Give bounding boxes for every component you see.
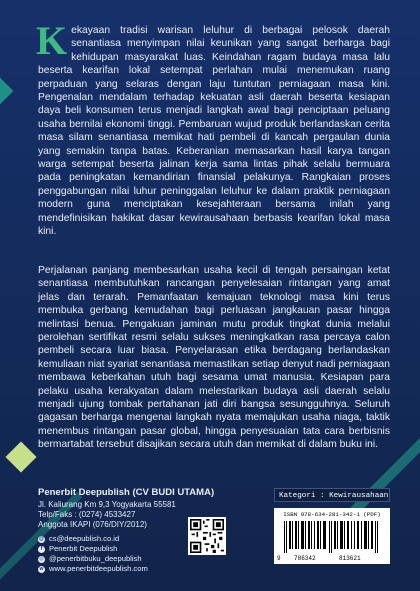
synopsis-paragraph-2: Perjalanan panjang membesarkan usaha kecil di tengah persaingan ketat senantiasa membutuhkan rancangan penyelesaian rintangan yang amat jelas dan terarah. Pemanfaatan kemajuan teknologi masa kini terus membuka gerbang kemudahan bagi perluasan jangkauan pasar hingga melintasi benua. Pengakuan jaminan mutu produk tingkat dunia melalui perolehan sertifikat resmi selalu sukses meningkatkan rasa percaya calon pembeli secara luar biasa. Penyelarasan etika berdagang berlandaskan kemuliaan niat syariat senantiasa memastikan setiap denyut nadi perniagaan membawa keberkahan utuh bagi sesama umat manusia. Kesiapan para pelaku usaha kerakyatan dalam melestarikan budaya asli daerah selalu menjadi ujung tombak pertahanan jati diri bangsa sesungguhnya. Seluruh gagasan berharga mengenai langkah nyata memajukan usaha niaga, taktik menembus rintangan pasar global, hingga penyesuaian tata cara berbisnis bermartabat tersebut disajikan secara utuh dan memikat di dalam buku ini.	[38, 265, 390, 451]
decorative-square	[0, 73, 13, 110]
web-icon: w	[39, 565, 44, 572]
decorative-square	[5, 441, 36, 472]
paragraph-1-text: ekayaan tradisi warisan leluhur di berbagai pelosok daerah senantiasa menyimpan nilai keunikan yang sangat berharga bagi kehidupan masyarakat luas. Keindahan ragam budaya masa lalu beserta kearifan lokal setempat perlahan mulai menemukan ruang perpaduan yang selaras dengan laju tuntutan perniagaan masa kini. Pengenalan mendalam terhadap kekuatan asli daerah beserta kesiapan daya beli konsumen terus menjadi langkah awal bagi penciptaan peluang usaha bernilai ekonomi tinggi. Pembaruan wujud produk berlandaskan cerita masa silam senantiasa memikat hati pembeli di kancah pergaulan dunia yang semakin tanpa batas. Keberanian memasarkan hasil karya tangan warga setempat beserta jalinan kerja sama lintas pihak selalu bermuara pada peningkatan kemandirian finansial pelakunya. Rangkaian proses penggabungan nilai luhur peninggalan leluhur ke dalam praktik perniagaan modern guna menciptakan kesejahteraan bersama inilah yang mendefinisikan hakikat dasar kewirausahaan berbasis kearifan lokal masa kini.	[38, 25, 390, 238]
synopsis-paragraph-1	[36, 18, 390, 239]
contact-instagram[interactable]	[38, 554, 238, 564]
contact-email-text: cs@deepublish.co.id	[49, 534, 120, 543]
facebook-icon: f	[38, 546, 45, 553]
barcode-digit-group-1: 786342	[294, 555, 316, 562]
category-label: Kategori : Kewirausahaan	[274, 488, 390, 502]
publisher-name: Penerbit Deepublish (CV BUDI UTAMA)	[38, 487, 215, 498]
qr-code-icon	[190, 519, 224, 553]
barcode-digit-group-2: 813621	[339, 555, 361, 562]
publisher-phone: Telp/Faks : (0274) 4533427	[38, 510, 136, 519]
email-icon: @	[39, 535, 44, 542]
publisher-ikapi: Anggota IKAPI (076/DIY/2012)	[38, 520, 147, 529]
isbn-barcode	[274, 508, 390, 564]
contact-web[interactable]	[38, 564, 238, 574]
publisher-address: Jl. Kaliurang Km 9,3 Yogyakarta 55581	[38, 500, 176, 509]
drop-cap: K	[36, 18, 68, 63]
contact-web-text: www.penerbitdeepublish.com	[49, 564, 148, 573]
barcode-icon	[284, 521, 380, 553]
contact-instagram-text: @penerbitbuku_deepublish	[49, 554, 142, 563]
barcode-digit-prefix: 9	[277, 555, 281, 562]
isbn-number: ISBN 978-634-281-342-1 (PDF)	[283, 511, 381, 518]
instagram-icon: ◎	[39, 555, 44, 562]
qr-code[interactable]	[188, 517, 226, 555]
contact-facebook-text: Penerbit Deepublish	[49, 544, 118, 553]
